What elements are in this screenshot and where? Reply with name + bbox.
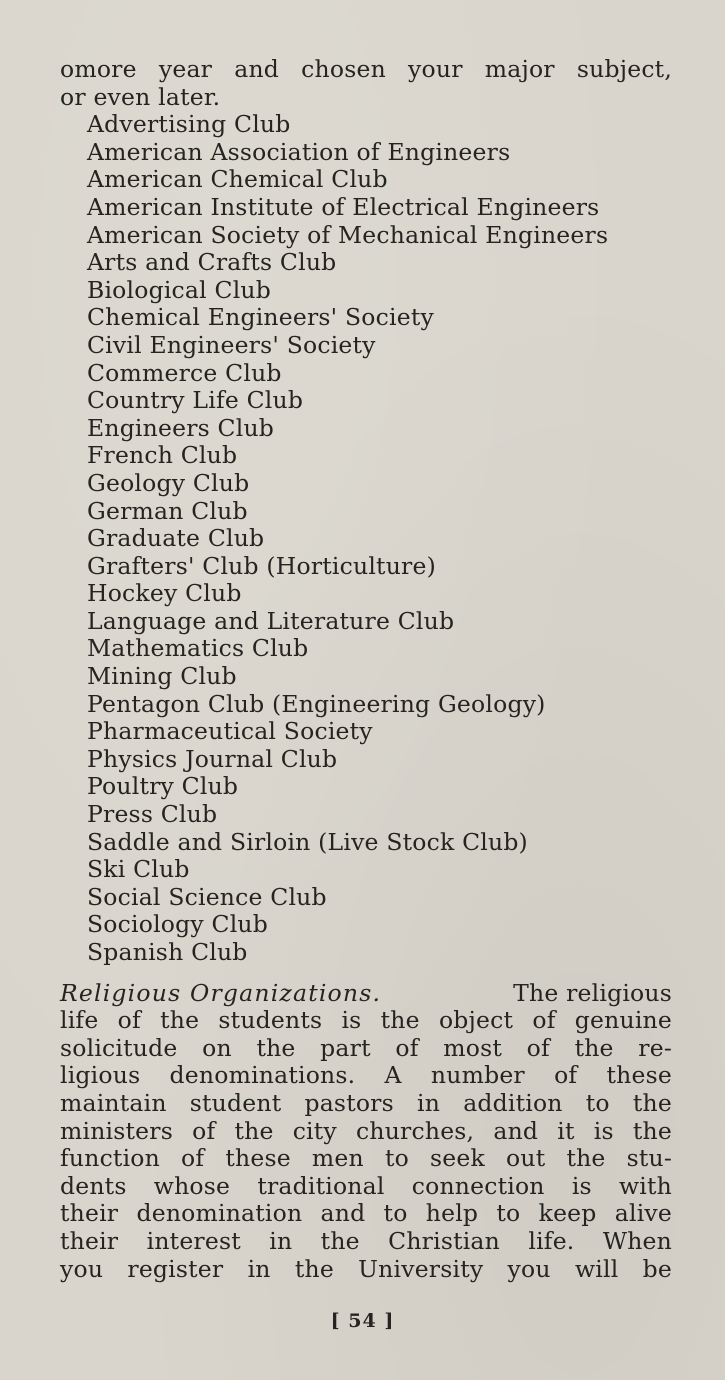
list-item: Pharmaceutical Society: [87, 717, 373, 746]
list-item: Hockey Club: [87, 579, 242, 608]
list-item: Chemical Engineers' Society: [87, 303, 434, 332]
list-item: Language and Literature Club: [87, 606, 455, 635]
list-item: Arts and Crafts Club: [87, 248, 337, 277]
list-item: French Club: [87, 441, 238, 470]
list-item: Grafters' Club (Horticulture): [87, 551, 436, 580]
religious-paragraph: [60, 980, 672, 1284]
paragraph-line: maintain student pastors in addition to the: [60, 1088, 672, 1117]
section-heading: Religious Organizations.: [60, 978, 382, 1007]
list-item: Saddle and Sirloin (Live Stock Club): [87, 827, 528, 856]
paragraph-line: ligious denominations. A number of these: [60, 1061, 672, 1090]
list-item: Mining Club: [87, 662, 237, 691]
paragraph-line: function of these men to seek out the stu-: [60, 1144, 672, 1173]
list-item: Biological Club: [87, 275, 271, 304]
list-item: Commerce Club: [87, 358, 282, 387]
list-item: Graduate Club: [87, 524, 265, 553]
list-item: Poultry Club: [87, 772, 239, 801]
paragraph-line: dents whose traditional connection is with: [60, 1171, 672, 1200]
paragraph-line: their interest in the Christian life. When: [60, 1226, 672, 1255]
list-item: Ski Club: [87, 855, 190, 884]
list-item: Sociology Club: [87, 910, 269, 939]
list-item: Advertising Club: [87, 110, 291, 139]
list-item: Geology Club: [87, 468, 250, 497]
paragraph-line-text: The religious: [513, 978, 672, 1007]
list-item: Physics Journal Club: [87, 744, 338, 773]
club-list: [60, 111, 672, 966]
paragraph-line: solicitude on the part of most of the re-: [60, 1033, 672, 1062]
intro-line-1: omore year and chosen your major subject,: [60, 55, 672, 83]
list-item: American Association of Engineers: [87, 137, 511, 166]
list-item: American Society of Mechanical Engineers: [87, 220, 609, 249]
list-item: Pentagon Club (Engineering Geology): [87, 689, 546, 718]
list-item: Mathematics Club: [87, 634, 309, 663]
paragraph-line: life of the students is the object of genuine: [60, 1006, 672, 1035]
list-item: German Club: [87, 496, 248, 525]
paragraph-line: [60, 980, 672, 1008]
list-item: American Institute of Electrical Engineers: [87, 192, 600, 221]
list-item: Social Science Club: [87, 882, 327, 911]
list-item: Civil Engineers' Society: [87, 330, 376, 359]
paragraph-line: ministers of the city churches, and it is the: [60, 1116, 672, 1145]
list-item: Press Club: [87, 800, 218, 829]
paragraph-line: you register in the University you will be: [60, 1254, 672, 1283]
paragraph-line: their denomination and to help to keep alive: [60, 1199, 672, 1228]
list-item: American Chemical Club: [87, 165, 388, 194]
list-item: Engineers Club: [87, 413, 275, 442]
intro-line-2: or even later.: [60, 82, 221, 111]
list-item: Spanish Club: [87, 938, 248, 966]
list-item: Country Life Club: [87, 386, 304, 415]
page-text: [60, 56, 672, 1283]
page-number: [ 54 ]: [330, 1310, 395, 1332]
